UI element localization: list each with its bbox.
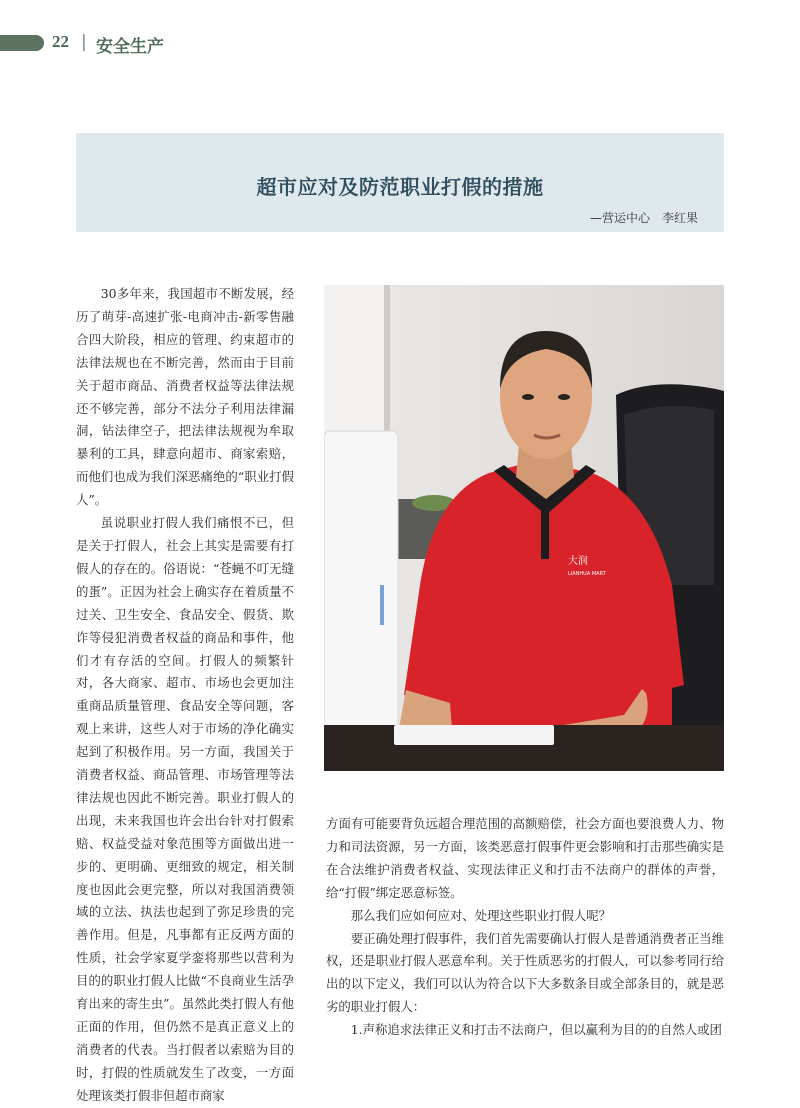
shirt-logo-text: 大润 [568,556,588,567]
paragraph: 那么我们应如何应对、处理这些职业打假人呢？ [350,907,611,923]
article-title: 超市应对及防范职业打假的措施 [256,175,544,199]
author-photo [324,285,724,771]
left-column [76,283,294,1108]
page-number: 22 [52,32,69,51]
right-column [326,813,724,1042]
article-byline: —营运中心 李红果 [589,211,698,225]
shirt-logo-subtext: LIANHUA MART [568,571,606,577]
paragraph-continuation: 方面有可能要背负远超合理范围的高额赔偿，社会方面也要浪费人力、物力和司法资源，另一方面，该类恶意打假事件更会影响和打击那些确实是在合法维护消费者权益、实现法律正义和打击不法商户的群体的声誉，给“打假”绑定恶意标签。 [326,816,724,900]
paragraph: 要正确处理打假事件，我们首先需要确认打假人是普通消费者正当维权，还是职业打假人恶意牟利。关于性质恶劣的打假人，可以参考同行给出的以下定义，我们可以认为符合以下大多数条目或全部条目的，就是恶劣的职业打假人： [326,930,724,1015]
list-item: 1.声称追求法律正义和打击不法商户，但以赢利为目的的自然人或团 [350,1022,722,1038]
paragraph: 虽说职业打假人我们痛恨不已，但是关于打假人，社会上其实是需要有打假人的存在的。俗语说：“苍蝇不叮无缝的蛋”。正因为社会上确实存在着质量不过关、卫生安全、食品安全、假货、欺诈等侵犯消费者权益的商品和事件，他们才有存活的空间。打假人的频繁针对，各大商家、超市、市场也会更加注重商品质量管理、食品安全等问题，客观上来讲，这些人对于市场的净化确实起到了积极作用。另一方面，我国关于消费者权益、商品管理、市场管理等法律法规也因此不断完善。职业打假人的出现，未来我国也许会出台针对打假索赔、权益受益对象范围等方面做出进一步的、更明确、更细致的规定，相关制度也因此会更完整，所以对我国消费领域的立法、执法也起到了弥足珍贵的完善作用。但是，凡事都有正反两方面的性质，社会学家夏学銮将那些以营利为目的的职业打假人比做“不良商业生活孕育出来的寄生虫”。虽然此类打假人有他正面的作用，但仍然不是真正意义上的消费者的代表。当打假者以索赔为目的时，打假的性质就发生了改变，一方面处理该类打假非但超市商家 [76,515,294,1103]
section-name: 安全生产 [96,37,164,57]
header-separator: | [81,32,87,52]
title-box [76,133,724,232]
section-tab-marker [0,35,44,51]
portrait-illustration [324,285,724,771]
paragraph: 30多年来，我国超市不断发展，经历了萌芽-高速扩张-电商冲击-新零售融合四大阶段，相应的管理、约束超市的法律法规也在不断完善，然而由于目前关于超市商品、消费者权益等法律法规还不够完善，部分不法分子利用法律漏洞，钻法律空子，把法律法规视为牟取暴利的工具，肆意向超市、商家索赔，而他们也成为我们深恶痛绝的“职业打假人”。 [76,286,294,508]
